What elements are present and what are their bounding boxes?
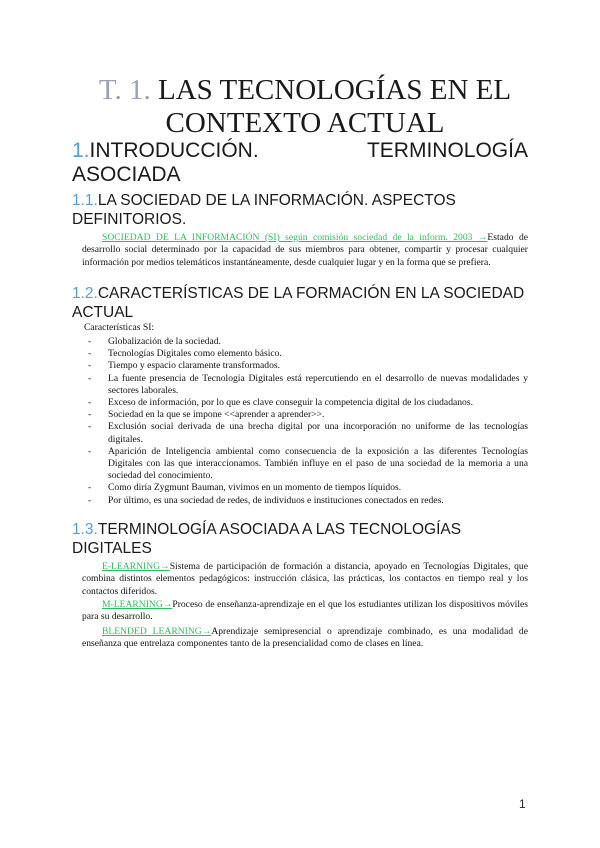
list-item: - Aparición de Inteligencia ambiental como consecuencia de la exposición a las diferentes Tecnologías Digitales con las que interaccionamos. También influye en el paso de una sociedad de la memoria a una sociedad del conocimiento. (82, 446, 528, 483)
section-1-number: 1. (72, 139, 90, 162)
section-1-heading (72, 139, 528, 187)
list-item: - La fuente presencia de Tecnología Digitales está repercutiendo en el desarrollo de nuevas modalidades y sectores laborales. (82, 373, 528, 397)
list-item: - Globalización de la sociedad. (82, 336, 528, 348)
section-1-3-text: TERMINOLOGÍA ASOCIADA A LAS TECNOLOGÍAS DIGITALES (72, 521, 462, 557)
si-features-list (82, 336, 528, 507)
list-item: - Exceso de información, por lo que es clave conseguir la competencia digital de los ciudadanos. (82, 397, 528, 409)
section-1-2-number: 1.2. (72, 285, 98, 302)
list-item: - Sociedad en la que se impone <<aprender a aprender>>. (82, 409, 528, 421)
title-number: T. 1. (98, 74, 151, 106)
section-1-word1: INTRODUCCIÓN. (89, 139, 259, 162)
list-item: - Por último, es una sociedad de redes, de individuos e instituciones conectados en redes. (82, 495, 528, 507)
section-1-1-text: LA SOCIEDAD DE LA INFORMACIÓN. ASPECTOS DEFINITORIOS. (72, 192, 456, 228)
blended-learning-text: Aprendizaje semipresencial o aprendizaje combinado, es una modalidad de enseñanza que entrelaza componentes tanto de la presencialidad como de clases en línea. (82, 626, 528, 650)
list-item: - Como diría Zygmunt Bauman, vivimos en un momento de tiempos líquidos. (82, 482, 528, 494)
si-definition-text: Estado de desarrollo social determinado por la capacidad de sus miembros para obtener, compartir y procesar cualquier información por medios telemáticos instantáneamente, desde cualquier lugar y en la forma que se prefiera. (82, 232, 528, 268)
list-item: - Tecnologías Digitales como elemento básico. (82, 348, 528, 360)
list-item: - Exclusión social derivada de una brecha digital por una incorporación no uniforme de las tecnologías digitales. (82, 421, 528, 445)
section-1-1-heading (72, 191, 528, 229)
list-item: - Tiempo y espacio claramente transformados. (82, 360, 528, 372)
mlearning-text: Proceso de enseñanza-aprendizaje en el que los estudiantes utilizan los dispositivos móviles para su desarrollo. (82, 599, 528, 623)
si-definition-link[interactable]: SOCIEDAD DE LA INFORMACIÓN (SI) según comisión sociedad de la inform. 2003 → (102, 232, 488, 243)
elearning-link[interactable]: E-LEARNING→ (102, 561, 170, 572)
section-1-2-text: CARACTERÍSTICAS DE LA FORMACIÓN EN LA SOCIEDAD ACTUAL (72, 285, 525, 321)
section-1-3-heading (72, 520, 528, 558)
si-features-caption: Características SI: (84, 322, 155, 333)
si-definition-paragraph (82, 232, 528, 269)
section-1-word2: TERMINOLOGÍA (366, 139, 528, 162)
title-text: LAS TECNOLOGÍAS EN EL CONTEXTO ACTUAL (157, 74, 512, 139)
page-title (60, 74, 550, 140)
mlearning-paragraph (82, 599, 528, 624)
blended-learning-paragraph (82, 626, 528, 651)
elearning-paragraph (82, 561, 528, 598)
section-1-3-number: 1.3. (72, 521, 98, 538)
mlearning-link[interactable]: M-LEARNING→ (102, 599, 173, 610)
elearning-text: Sistema de participación de formación a distancia, apoyado en Tecnologías Digitales, que combina distintos elementos pedagógicos: instrucción clásica, las prácticas, los contactos en tiempo real y los contactos diferidos. (82, 561, 528, 597)
section-1-1-number: 1.1. (72, 192, 98, 209)
section-1-line2: ASOCIADA (72, 163, 181, 186)
blended-learning-link[interactable]: BLENDED LEARNING→ (102, 626, 212, 637)
section-1-2-heading (72, 284, 528, 322)
page-number: 1 (519, 797, 526, 811)
